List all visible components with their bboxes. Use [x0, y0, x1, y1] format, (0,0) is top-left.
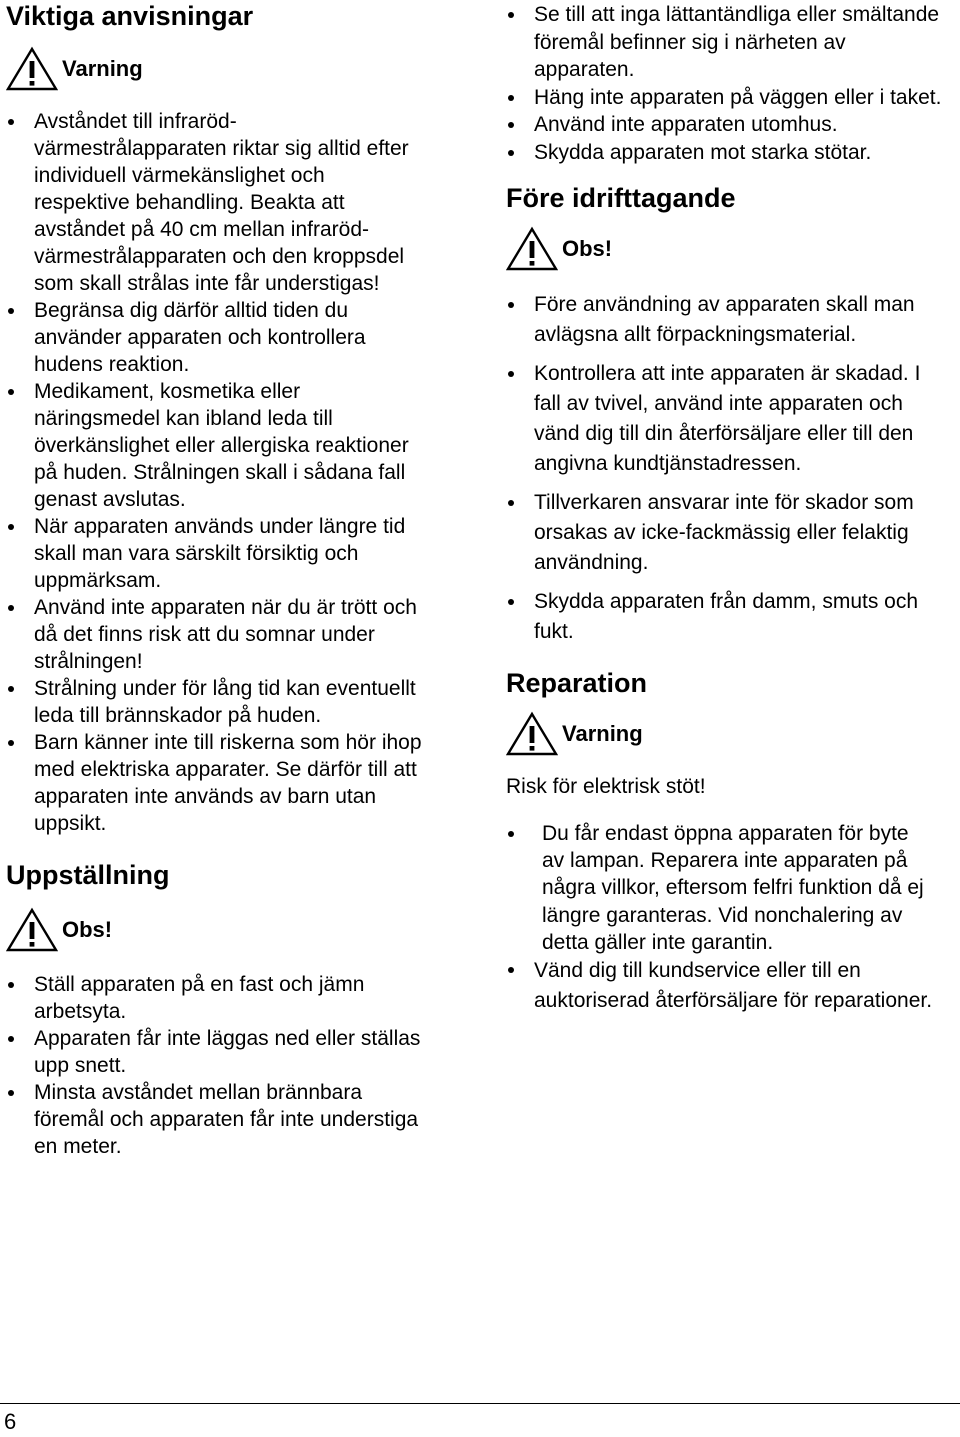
list-item: Häng inte apparaten på väggen eller i taket. — [506, 84, 946, 112]
list-item: Strålning under för lång tid kan eventuellt leda till brännskador på huden. — [6, 675, 426, 729]
note-callout — [506, 224, 954, 274]
list-item: Använd inte apparaten när du är trött och då det finns risk att du somnar under strålningen! — [6, 594, 426, 675]
safety-list — [6, 108, 426, 837]
warning-triangle-icon — [506, 226, 558, 272]
repair-risk-text: Risk för elektrisk stöt! — [506, 775, 706, 798]
note-callout — [6, 905, 456, 955]
left-column — [6, 0, 456, 1160]
list-item: Ställ apparaten på en fast och jämn arbetsyta. — [6, 971, 426, 1025]
note-label: Obs! — [62, 917, 113, 942]
before-use-list — [506, 290, 951, 647]
list-item: Tillverkaren ansvarar inte för skador som orsakas av icke-fackmässig eller felaktig användning. — [506, 488, 951, 578]
heading-uppstallning: Uppställning — [6, 860, 170, 890]
list-item: Apparaten får inte läggas ned eller ställas upp snett. — [6, 1025, 426, 1079]
list-item: Barn känner inte till riskerna som hör ihop med elektriska apparater. Se därför till att apparaten inte används av barn utan uppsikt. — [6, 729, 426, 837]
warning-callout — [6, 44, 456, 94]
repair-list — [506, 820, 936, 1016]
heading-reparation: Reparation — [506, 668, 648, 698]
list-item: Skydda apparaten från damm, smuts och fukt. — [506, 587, 951, 647]
warning-triangle-icon — [6, 907, 58, 953]
safety-list-continued — [506, 1, 946, 166]
setup-list — [6, 971, 426, 1160]
right-column — [506, 0, 954, 1016]
list-item: Begränsa dig därför alltid tiden du använder apparaten och kontrollera hudens reaktion. — [6, 297, 426, 378]
list-item: Använd inte apparaten utomhus. — [506, 111, 946, 139]
list-item: När apparaten används under längre tid skall man vara särskilt försiktig och uppmärksam. — [6, 513, 426, 594]
page-number: 6 — [4, 1409, 17, 1434]
heading-viktiga-anvisningar: Viktiga anvisningar — [6, 1, 254, 31]
note-label: Obs! — [562, 236, 613, 261]
footer-divider — [0, 1403, 960, 1404]
warning-label: Varning — [562, 721, 643, 746]
list-item: Minsta avståndet mellan brännbara föremål och apparaten får inte understiga en meter. — [6, 1079, 426, 1160]
warning-triangle-icon — [506, 711, 558, 757]
list-item: Vänd dig till kundservice eller till en auktoriserad återförsäljare för reparationer. — [506, 956, 936, 1016]
warning-label: Varning — [62, 56, 143, 81]
list-item: Kontrollera att inte apparaten är skadad. I fall av tvivel, använd inte apparaten och vänd dig till din återförsäljare eller till den angivna kundtjänstadressen. — [506, 359, 951, 479]
list-item: Avståndet till infraröd-värmestrålapparaten riktar sig alltid efter individuell värmekänslighet och respektive behandling. Beakta att avståndet på 40 cm mellan infraröd-värmestrålapparaten och den kroppsdel som skall strålas inte får understigas! — [6, 108, 426, 297]
list-item: Se till att inga lättantändliga eller smältande föremål befinner sig i närheten av apparaten. — [506, 1, 946, 84]
list-item: Medikament, kosmetika eller näringsmedel kan ibland leda till överkänslighet eller allergiska reaktioner på huden. Strålningen skall i sådana fall genast avslutas. — [6, 378, 426, 513]
warning-triangle-icon — [6, 46, 58, 92]
list-item: Skydda apparaten mot starka stötar. — [506, 139, 946, 167]
list-item: Du får endast öppna apparaten för byte av lampan. Reparera inte apparaten på några villkor, eftersom felfri funktion då ej längre garanteras. Vid nonchalering av detta gäller inte garantin. — [506, 820, 936, 956]
heading-fore-idrifttagande: Före idrifttagande — [506, 183, 736, 213]
list-item: Före användning av apparaten skall man avlägsna allt förpackningsmaterial. — [506, 290, 951, 350]
warning-callout — [506, 709, 954, 759]
